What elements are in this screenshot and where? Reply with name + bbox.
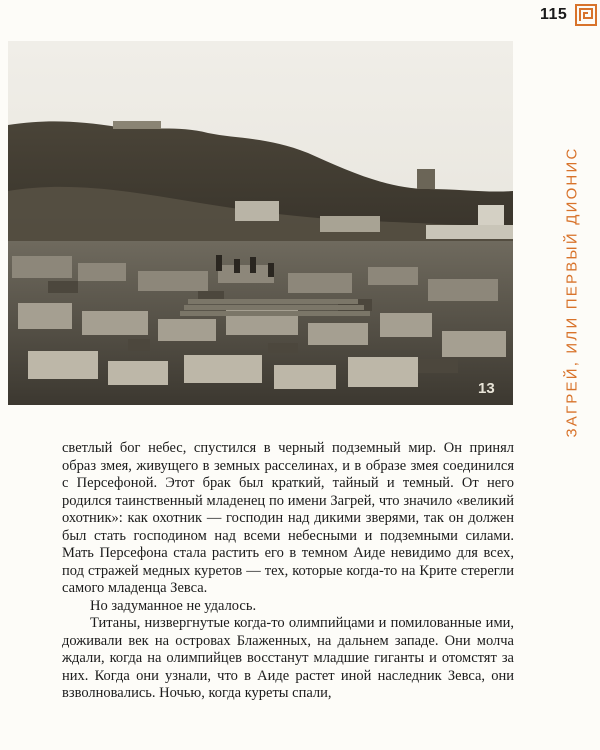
paragraph: светлый бог небес, спустился в черный подземный мир. Он принял образ змея, живущего в земных расселинах, и в образе змея соединился с Персефоной. Этот брак был краткий, тайный и темный. От него родился таинственный младенец по имени Загрей, что значило «великий охотник»: как охотник — господин над дикими зверями, так он должен был стать господином над всеми небесными и подземными силами. Мать Персефона стала растить его в темном Аиде невидимо для всех, под стражей медных куретов — тех, которые когда-то на Крите стерегли самого младенца Зевса. (62, 440, 514, 596)
archaeological-ruins-photo (8, 41, 513, 405)
paragraph: Титаны, низвергнутые когда-то олимпийцами и помилованные ими, доживали век на островах Блаженных, на дальнем западе. Они молча ждали, когда на олимпийцев восстанут младшие гиганты и отомстят за них. Когда они узнали, что в Аиде растет иной наследник Зевса, они взволновались. Ночью, когда куреты спали, (62, 615, 514, 701)
running-title-text: ЗАГРЕЙ, ИЛИ ПЕРВЫЙ ДИОНИС (563, 146, 581, 438)
paragraph: Но задуманное не удалось. (90, 597, 257, 614)
page-number: 115 (540, 6, 568, 23)
figure-number: 13 (478, 380, 495, 397)
meander-logo-icon (575, 4, 597, 26)
body-text (62, 440, 514, 703)
